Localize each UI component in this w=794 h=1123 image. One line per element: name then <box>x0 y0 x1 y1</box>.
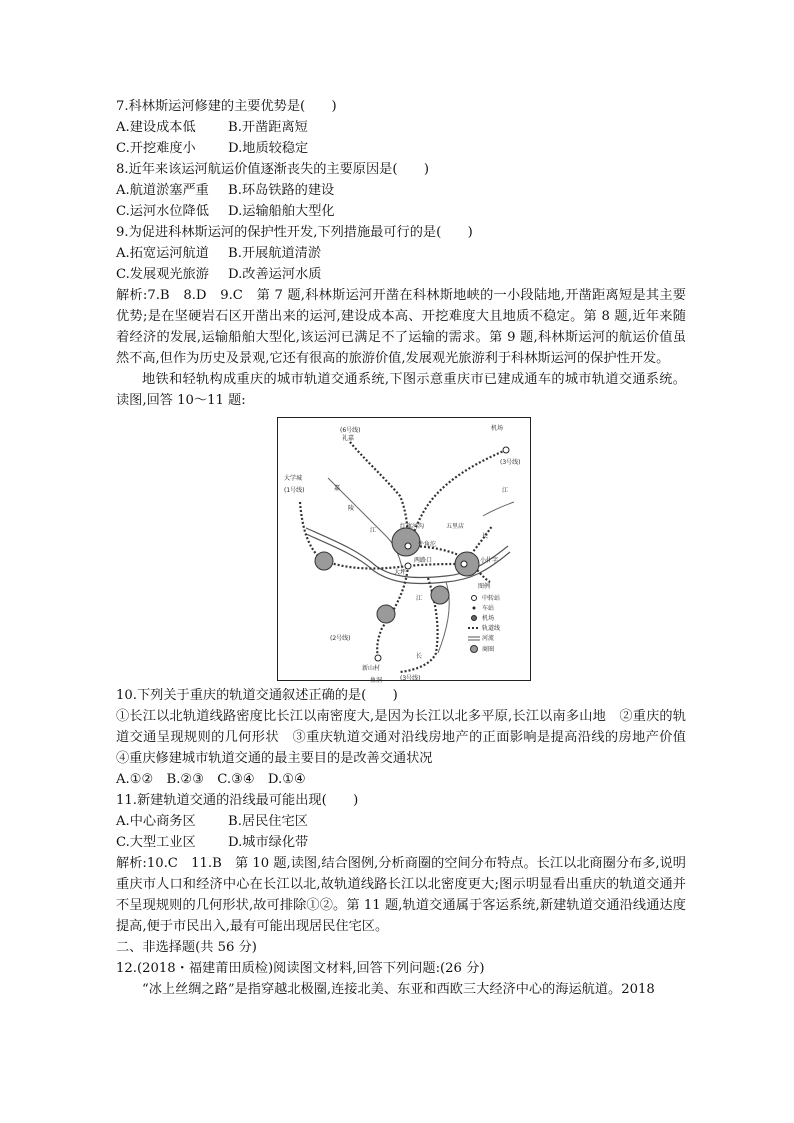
label-wulidian: 五里店 <box>446 523 465 530</box>
line3-north <box>408 450 509 546</box>
q10-body: ①长江以北轨道线路密度比长江以南密度大,是因为长江以北多平原,长江以南多山地 ②重庆的轨道交通呈现规则的几何形状 ③重庆轨道交通对沿线房地产的正面影响是提高沿线的房地产价值 ④重庆修建城市轨道交通的最主要目的是改善交通状况 <box>116 709 700 766</box>
legend-transfer: 中转站 <box>482 595 501 602</box>
station-xinshancun <box>375 655 381 661</box>
q9-option-b: B.开展航道清淤 <box>228 246 322 261</box>
label-line1: (1号线) <box>284 487 305 494</box>
business-circle-shapingba <box>315 552 333 570</box>
q8-option-a: A.航道淤塞严重 <box>116 183 209 198</box>
station-transfer-1 <box>405 543 411 549</box>
q11-option-a: A.中心商务区 <box>116 814 196 829</box>
q9-option-a: A.拓宽运河航道 <box>116 246 209 261</box>
q9-options-row2 <box>116 264 686 285</box>
q8-option-d: D.运输船舶大型化 <box>228 204 335 219</box>
q7-options-row2 <box>116 138 686 159</box>
q12-material: “冰上丝绸之路”是指穿越北极圈,连接北美、东亚和西欧三大经济中心的海运航道。2018 <box>142 982 655 997</box>
q11-options-row1 <box>116 811 686 832</box>
legend-airport: 机场 <box>482 615 495 622</box>
label-dongping: 大坪 <box>394 569 407 576</box>
label-jiang1: 江 <box>370 527 377 534</box>
station-airport <box>503 447 509 453</box>
label-line2: (2号线) <box>330 635 351 642</box>
map-intro: 地铁和轻轨构成重庆的城市轨道交通系统,下图示意重庆市已建成通车的城市轨道交通系统。读图,回答 10～11 题: <box>116 372 686 408</box>
label-niujiaotuo: 牛角沱 <box>418 541 437 548</box>
q11-option-d: D.城市绿化带 <box>228 835 309 850</box>
q8-stem: 8.近年来该运河航运价值逐渐丧失的主要原因是( ) <box>116 162 429 177</box>
business-circle-guanyinqiao <box>392 528 420 556</box>
q9-options-row1 <box>116 243 686 264</box>
q12-stem: 12.(2018・福建莆田质检)阅读图文材料,回答下列问题:(26 分) <box>116 961 485 976</box>
q7-option-c: C.开挖难度小 <box>116 141 196 156</box>
q8-option-c: C.运河水位降低 <box>116 204 209 219</box>
q8-options-row2 <box>116 201 686 222</box>
q11-stem: 11.新建轨道交通的沿线最可能出现( ) <box>116 793 359 808</box>
analysis-10-11: 解析:10.C 11.B 第 10 题,读图,结合图例,分析商圈的空间分布特点。长江以北商圈分布多,说明重庆市人口和经济中心在长江以北,故轨道线路长江以北密度更大;图示明显看出重庆的轨道交通并不呈现规则的几何形状,故可排除①②。第 11 题,轨道交通属于客运系统,新建轨道交通沿线通达度提高,便于市民出入,最有可能出现居民住宅区。 <box>116 856 686 934</box>
legend-business-symbol <box>471 646 478 653</box>
legend-station: 车站 <box>482 605 495 612</box>
q7-stem: 7.科林斯运河修建的主要优势是( ) <box>116 99 337 114</box>
analysis-7-9: 解析:7.B 8.D 9.C 第 7 题,科林斯运河开凿在科林斯地峡的一小段陆地,开凿距离短是其主要优势;是在坚硬岩石区开凿出来的运河,建设成本高、开挖难度大且地质不稳定。第 8 题,近年来随着经济的发展,运输船舶大型化,该运河已满足不了运输的需求。第 9 题,科林斯运河的航运价值虽然不高,但作为历史及景观,它还有很高的旅游价值,发展观光旅游利于科林斯运河的保护性开发。 <box>116 288 686 366</box>
q9-option-c: C.发展观光旅游 <box>116 267 209 282</box>
label-jia: 嘉 <box>334 485 341 492</box>
q7-options-row1 <box>116 117 686 138</box>
business-circle-yangjiaping <box>377 605 395 623</box>
q11-option-c: C.大型工业区 <box>116 835 196 850</box>
river-ne <box>483 502 514 516</box>
q11-options-row2 <box>116 832 686 853</box>
label-line6-end: 礼嘉 <box>342 435 355 442</box>
legend-title: 图例 <box>478 583 491 590</box>
label-xinshancun: 新山村 <box>362 665 381 672</box>
label-lianglukou: 两路口 <box>414 557 433 564</box>
label-chang1: 长 <box>482 533 489 540</box>
label-chang2: 长 <box>416 653 423 660</box>
q8-options-row1 <box>116 180 686 201</box>
label-jiang2: 江 <box>502 487 509 494</box>
document-page <box>116 96 700 1000</box>
chongqing-rail-map <box>277 417 531 684</box>
q10-stem: 10.下列关于重庆的轨道交通叙述正确的是( ) <box>116 688 398 703</box>
label-ling: 陵 <box>348 505 355 512</box>
label-hongqihegou: 红旗河沟 <box>400 523 425 530</box>
section-heading: 二、非选择题(共 56 分) <box>116 940 257 955</box>
label-xiaoshizi: 小什字 <box>480 557 499 564</box>
station-transfer-3 <box>461 561 467 567</box>
business-circle-nanping <box>431 586 449 604</box>
legend-business: 商圈 <box>482 646 495 653</box>
rail-map-svg <box>278 418 530 684</box>
legend-transfer-symbol <box>472 596 477 601</box>
q7-option-a: A.建设成本低 <box>116 120 196 135</box>
label-line3-bottom: (3号线) <box>400 675 421 682</box>
legend-station-symbol <box>473 607 476 610</box>
label-jiang3: 江 <box>416 595 423 602</box>
q7-option-d: D.地质较稳定 <box>228 141 309 156</box>
q9-stem: 9.为促进科林斯运河的保护性开发,下列措施最可行的是( ) <box>116 225 473 240</box>
label-line3-top: (3号线) <box>500 459 521 466</box>
label-yuhong: 鱼洞 <box>370 677 383 684</box>
q11-option-b: B.居民住宅区 <box>228 814 308 829</box>
q7-option-b: B.开凿距离短 <box>228 120 308 135</box>
label-airport: 机场 <box>491 425 504 432</box>
label-line6: (6号线) <box>340 427 361 434</box>
q9-option-d: D.改善运河水质 <box>228 267 322 282</box>
q8-option-b: B.环岛铁路的建设 <box>228 183 335 198</box>
map-legend <box>468 582 500 653</box>
q10-options: A.①② B.②③ C.③④ D.①④ <box>116 772 306 787</box>
legend-track: 轨道线 <box>482 625 501 632</box>
label-dxc: 大学城 <box>284 475 303 482</box>
legend-airport-symbol <box>472 616 477 621</box>
legend-river: 河流 <box>482 635 495 642</box>
